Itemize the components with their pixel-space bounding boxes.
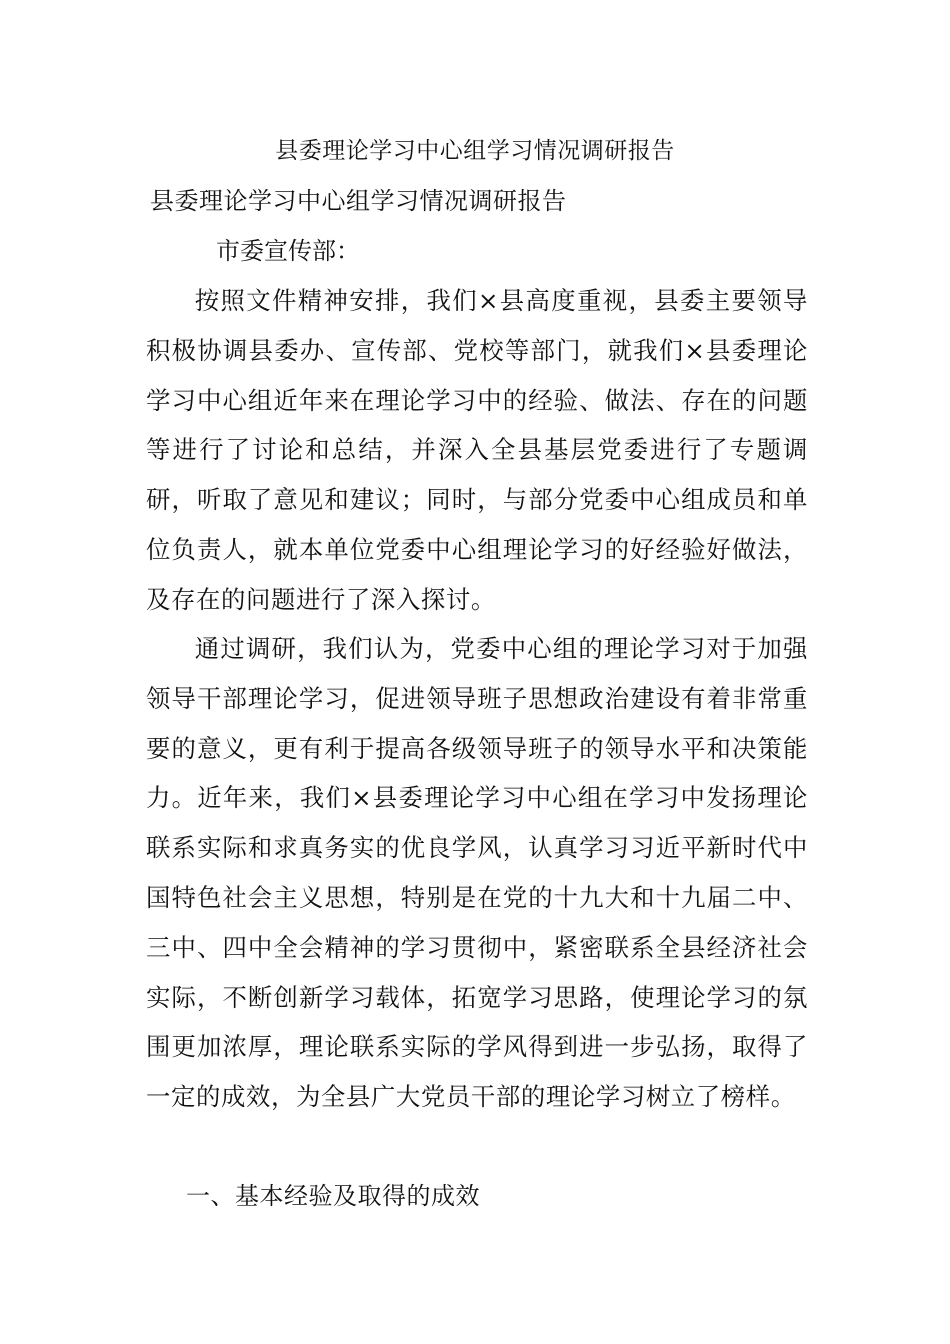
body-paragraph-1: 按照文件精神安排，我们×县高度重视，县委主要领导积极协调县委办、宣传部、党校等部门，就我们×县委理论学习中心组近年来在理论学习中的经验、做法、存在的问题等进行了讨论和总结，并深入全县基层党委进行了专题调研，听取了意见和建议；同时，与部分党委中心组成员和单位负责人，就本单位党委中心组理论学习的好经验好做法，及存在的问题进行了深入探讨。: [146, 286, 808, 614]
salutation: 市委宣传部：: [216, 237, 360, 265]
section-heading: 一、基本经验及取得的成效: [186, 1182, 480, 1210]
body-paragraph-2: 通过调研，我们认为，党委中心组的理论学习对于加强领导干部理论学习，促进领导班子思想政治建设有着非常重要的意义，更有利于提高各级领导班子的领导水平和决策能力。近年来，我们×县委理论学习中心组在学习中发扬理论联系实际和求真务实的优良学风，认真学习习近平新时代中国特色社会主义思想，特别是在党的十九大和十九届二中、三中、四中全会精神的学习贯彻中，紧密联系全县经济社会实际，不断创新学习载体，拓宽学习思路，使理论学习的氛围更加浓厚，理论联系实际的学风得到进一步弘扬，取得了一定的成效，为全县广大党员干部的理论学习树立了榜样。: [146, 634, 808, 1112]
document-title: 县委理论学习中心组学习情况调研报告: [275, 138, 675, 164]
document-subtitle: 县委理论学习中心组学习情况调研报告: [150, 187, 567, 215]
